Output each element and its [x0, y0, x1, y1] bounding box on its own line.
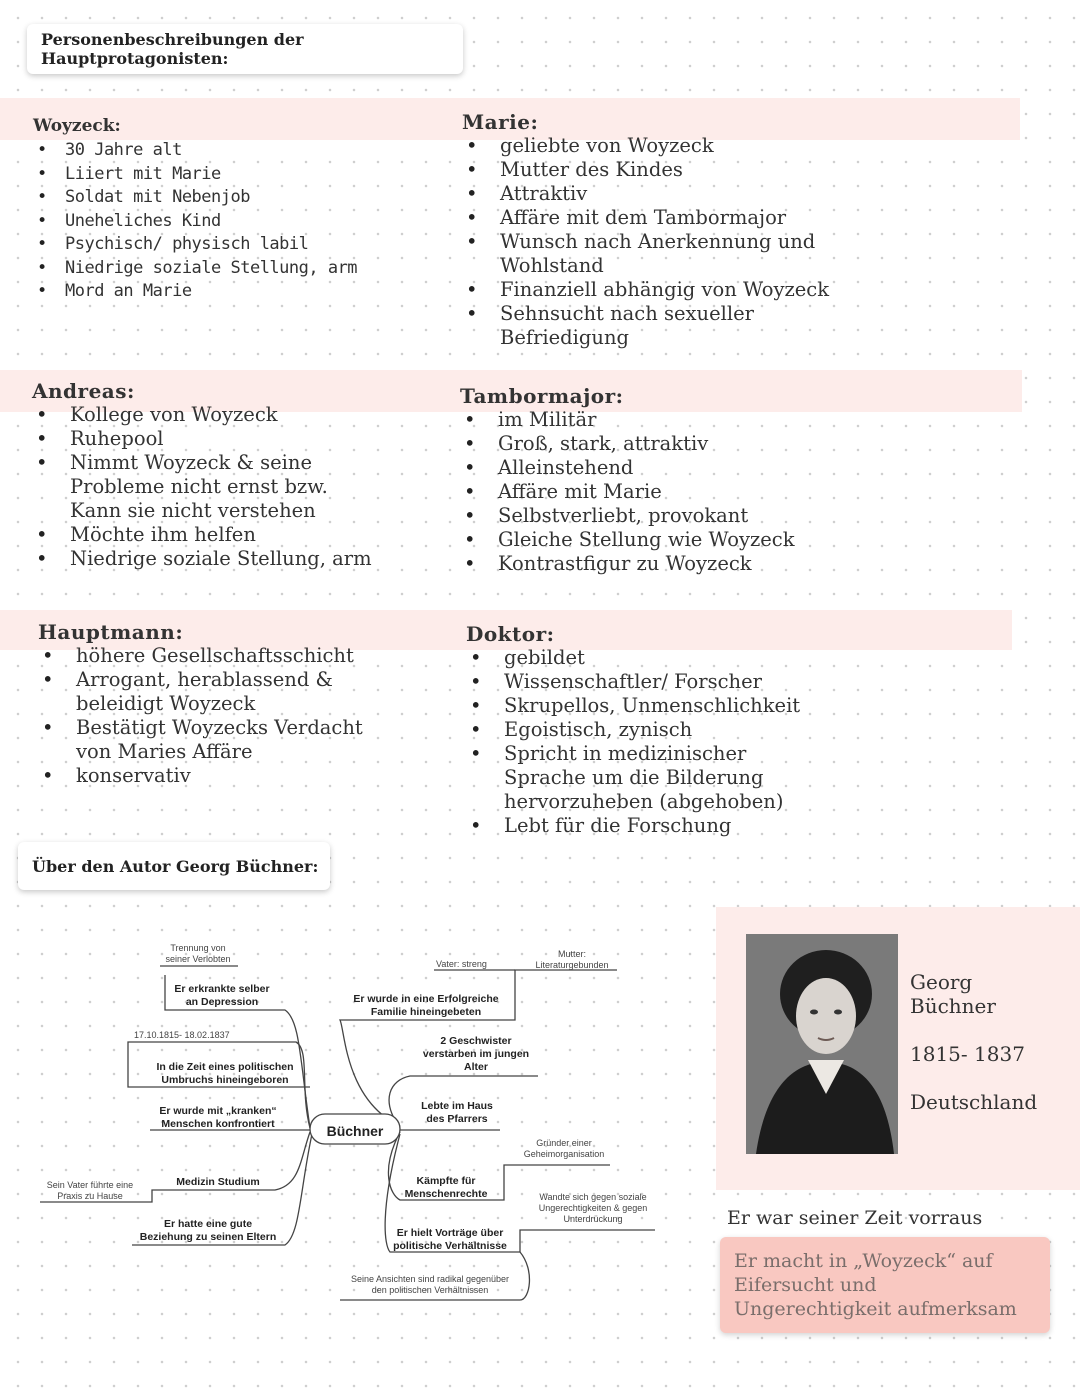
text-line: Umbruchs hineingeboren	[161, 1074, 289, 1086]
text-line: Ungerechtigkeiten & gegen	[538, 1203, 648, 1213]
trait-item: • Wunsch nach Anerkennung und Wohlstand	[462, 230, 842, 278]
trait-item: • Alleinstehend	[460, 456, 840, 480]
trait-item: • Arrogant, herablassend & beleidigt Woyzeck	[38, 668, 388, 716]
trait-item: • Sehnsucht nach sexueller Befriedigung	[462, 302, 842, 350]
trait-item: • Groß, stark, attraktiv	[460, 432, 840, 456]
trait-item: • Affäre mit dem Tambormajor	[462, 206, 842, 230]
trait-item: • Soldat mit Nebenjob	[33, 186, 433, 210]
text-line: Er wurde in eine Erfolgreiche	[353, 993, 499, 1005]
note-ansichten	[351, 1274, 509, 1295]
text-line: Unterdrückung	[563, 1214, 623, 1224]
mindmap-center-label: Büchner	[326, 1123, 384, 1139]
trait-item: • gebildet	[466, 646, 826, 670]
text-line: Menschenrechte	[404, 1188, 488, 1200]
trait-item: • Ruhepool	[32, 427, 384, 451]
node-kaempfte	[405, 1175, 488, 1200]
node-pfarrer	[421, 1100, 493, 1125]
text-line: Mutter:	[557, 949, 587, 959]
trait-item: • Affäre mit Marie	[460, 480, 840, 504]
text-line: 2 Geschwister	[440, 1035, 512, 1047]
trait-item: • Möchte ihm helfen	[32, 523, 384, 547]
node-kranke	[159, 1105, 276, 1130]
text-line: seiner Verlobten	[165, 954, 231, 964]
trait-item: • Kontrastfigur zu Woyzeck	[460, 552, 840, 576]
node-medizin: Medizin Studium	[176, 1176, 260, 1188]
character-name: Marie:	[462, 110, 539, 134]
text-line: Alter	[464, 1061, 488, 1073]
portrait-face	[796, 978, 856, 1054]
note-geheim	[524, 1138, 605, 1159]
node-familie	[353, 993, 498, 1018]
trait-item: • im Militär	[460, 408, 840, 432]
text-line: an Depression	[185, 996, 259, 1008]
note-wandte	[539, 1192, 648, 1224]
text-line: politische Verhältnisse	[393, 1240, 507, 1252]
text-line: Trennung von	[170, 943, 226, 953]
character-name: Hauptmann:	[38, 620, 184, 644]
text-line: des Pfarrers	[426, 1113, 488, 1125]
trait-item: • 30 Jahre alt	[33, 139, 433, 163]
character-name: Doktor:	[466, 622, 555, 646]
portrait-drawing	[746, 934, 898, 1154]
trait-item: • geliebte von Woyzeck	[462, 134, 842, 158]
trait-item: • Uneheliches Kind	[33, 210, 433, 234]
note-dates: 17.10.1815- 18.02.1837	[134, 1030, 230, 1040]
text-line: Er erkrankte selber	[174, 983, 270, 995]
trait-item: • höhere Gesellschaftsschicht	[38, 644, 388, 668]
author-heading: Über den Autor Georg Büchner:	[32, 856, 319, 876]
trait-item: • Finanziell abhängig von Woyzeck	[462, 278, 842, 302]
portrait-eye	[834, 1010, 842, 1015]
character-name: Woyzeck:	[33, 116, 121, 136]
text-line: Wandte sich gegen soziale	[539, 1192, 647, 1202]
trait-item: • Attraktiv	[462, 182, 842, 206]
text-line: Lebte im Haus	[421, 1100, 493, 1112]
trait-item: • Gleiche Stellung wie Woyzeck	[460, 528, 840, 552]
trait-item: • Lebt für die Forschung	[466, 814, 826, 838]
node-vortraege	[393, 1227, 507, 1252]
node-geschwister	[423, 1035, 529, 1073]
text-line: Menschen konfrontiert	[161, 1118, 275, 1130]
text-line: Familie hineingebeten	[370, 1006, 482, 1018]
trait-item: • konservativ	[38, 764, 388, 788]
trait-item: • Mutter des Kindes	[462, 158, 842, 182]
trait-item: • Egoistisch, zynisch	[466, 718, 826, 742]
characters-heading: Personenbeschreibungen der Hauptprotagonisten:	[41, 30, 304, 68]
author-years: 1815- 1837	[910, 1042, 1025, 1066]
note-mutter	[535, 949, 608, 970]
note-vater: Vater: streng	[436, 959, 487, 969]
trait-item: • Liiert mit Marie	[33, 163, 433, 187]
woyzeck-message-box	[720, 1237, 1050, 1333]
text-line: Seine Ansichten sind radikal gegenüber	[350, 1274, 510, 1284]
text-line: Sein Vater führte eine	[46, 1180, 134, 1190]
text-line: Beziehung zu seinen Eltern	[139, 1231, 277, 1243]
character-name: Andreas:	[32, 379, 135, 403]
trait-item: • Mord an Marie	[33, 280, 433, 304]
note-praxis	[47, 1180, 133, 1201]
trait-item: • Nimmt Woyzeck & seine Probleme nicht ernst bzw. Kann sie nicht verstehen	[32, 451, 384, 523]
trait-item: • Skrupellos, Unmenschlichkeit	[466, 694, 826, 718]
character-name: Tambormajor:	[460, 384, 624, 408]
author-country: Deutschland	[910, 1090, 1038, 1114]
trait-item: • Bestätigt Woyzecks Verdacht von Maries Affäre	[38, 716, 388, 764]
trait-item: • Selbstverliebt, provokant	[460, 504, 840, 528]
text-line: Er hielt Vorträge über	[396, 1227, 504, 1239]
trait-item: • Wissenschaftler/ Forscher	[466, 670, 826, 694]
trait-item: • Psychisch/ physisch labil	[33, 233, 433, 257]
text-line: Literaturgebunden	[535, 960, 609, 970]
node-eltern	[140, 1218, 277, 1243]
text-line: Geheimorganisation	[523, 1149, 605, 1159]
trait-item: • Niedrige soziale Stellung, arm	[33, 257, 433, 281]
node-depression	[174, 983, 269, 1008]
text-line: Er wurde mit „kranken“	[159, 1105, 277, 1117]
text-line: Kämpfte für	[416, 1175, 476, 1187]
node-umbruch	[156, 1061, 293, 1086]
buechner-portrait-image	[746, 934, 898, 1154]
trait-item: • Niedrige soziale Stellung, arm	[32, 547, 384, 571]
text-line: Praxis zu Hause	[57, 1191, 123, 1201]
trait-item: • Kollege von Woyzeck	[32, 403, 384, 427]
text-line: Gründer einer	[536, 1138, 592, 1148]
author-name-last: Büchner	[910, 994, 996, 1018]
author-name-first: Georg	[910, 970, 973, 994]
note-verlobte	[165, 943, 230, 964]
text-line: verstarben im jungen	[422, 1048, 530, 1060]
text-line: In die Zeit eines politischen	[156, 1061, 294, 1073]
woyzeck-message: Er macht in „Woyzeck“ auf Eifersucht und Ungerechtigkeit aufmerksam	[734, 1250, 1017, 1320]
text-line: Er hatte eine gute	[163, 1218, 253, 1230]
ahead-of-time-note: Er war seiner Zeit vorraus	[727, 1207, 983, 1229]
portrait-eye	[810, 1010, 818, 1015]
text-line: den politischen Verhältnissen	[371, 1285, 489, 1295]
trait-item: • Spricht in medizinischer Sprache um die Bilderung hervorzuheben (abgehoben)	[466, 742, 826, 814]
